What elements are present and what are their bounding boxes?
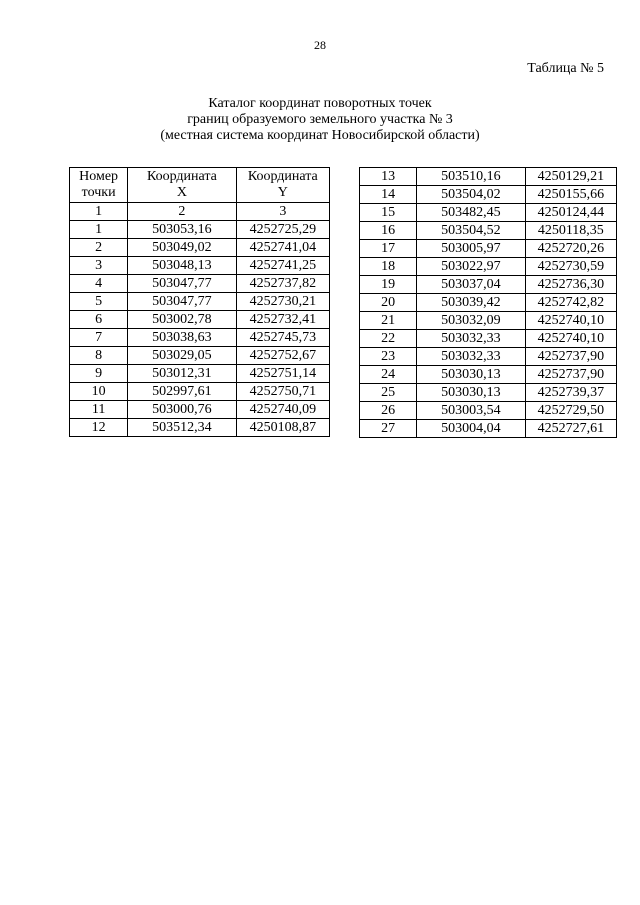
coordinate-y-cell: 4252737,90 xyxy=(525,348,616,366)
point-number-cell: 8 xyxy=(70,347,128,365)
table-row xyxy=(70,383,330,401)
coordinate-y-cell: 4252736,30 xyxy=(525,276,616,294)
coordinate-x-cell: 503504,52 xyxy=(417,222,525,240)
table-row xyxy=(360,168,617,186)
table-row xyxy=(70,221,330,239)
coordinate-y-cell: 4252739,37 xyxy=(525,384,616,402)
coordinate-y-cell: 4252741,25 xyxy=(236,257,329,275)
point-number-cell: 16 xyxy=(360,222,417,240)
header-coordinate-y-line1: Координата xyxy=(247,169,318,184)
coordinate-x-cell: 503029,05 xyxy=(128,347,236,365)
table-row xyxy=(360,312,617,330)
table-row xyxy=(360,384,617,402)
coordinate-y-cell: 4252737,82 xyxy=(236,275,329,293)
coordinate-y-cell: 4250124,44 xyxy=(525,204,616,222)
right-table-body xyxy=(360,168,617,438)
page-number: 28 xyxy=(314,38,326,52)
coordinate-y-cell: 4250118,35 xyxy=(525,222,616,240)
point-number-cell: 21 xyxy=(360,312,417,330)
table-index-row xyxy=(70,203,330,221)
coordinate-x-cell: 503039,42 xyxy=(417,294,525,312)
table-row xyxy=(360,420,617,438)
coordinate-y-cell: 4252737,90 xyxy=(525,366,616,384)
coordinate-x-cell: 503030,13 xyxy=(417,384,525,402)
point-number-cell: 15 xyxy=(360,204,417,222)
table-row xyxy=(360,276,617,294)
coordinate-x-cell: 503003,54 xyxy=(417,402,525,420)
table-row xyxy=(360,258,617,276)
point-number-cell: 25 xyxy=(360,384,417,402)
coordinate-y-cell: 4252727,61 xyxy=(525,420,616,438)
header-coordinate-x-line2: X xyxy=(176,185,187,200)
point-number-cell: 23 xyxy=(360,348,417,366)
point-number-cell: 24 xyxy=(360,366,417,384)
coordinate-y-cell: 4250129,21 xyxy=(525,168,616,186)
coordinate-y-cell: 4252745,73 xyxy=(236,329,329,347)
table-row xyxy=(360,204,617,222)
coordinate-x-cell: 503512,34 xyxy=(128,419,236,437)
coordinate-y-cell: 4252752,67 xyxy=(236,347,329,365)
coordinate-y-cell: 4252742,82 xyxy=(525,294,616,312)
coordinate-x-cell: 503047,77 xyxy=(128,293,236,311)
coordinate-x-cell: 503000,76 xyxy=(128,401,236,419)
coordinate-x-cell: 503482,45 xyxy=(417,204,525,222)
point-number-cell: 14 xyxy=(360,186,417,204)
caption-line-3: (местная система координат Новосибирской области) xyxy=(160,128,480,143)
coordinate-x-cell: 503030,13 xyxy=(417,366,525,384)
coordinate-y-cell: 4252732,41 xyxy=(236,311,329,329)
table-row xyxy=(360,402,617,420)
coordinate-y-cell: 4252730,21 xyxy=(236,293,329,311)
table-header-row xyxy=(70,168,330,203)
table-row xyxy=(360,294,617,312)
table-row xyxy=(360,186,617,204)
coordinate-y-cell: 4252751,14 xyxy=(236,365,329,383)
coordinate-y-cell: 4252741,04 xyxy=(236,239,329,257)
table-row xyxy=(360,330,617,348)
table-row xyxy=(70,239,330,257)
table-row xyxy=(70,311,330,329)
coordinate-y-cell: 4252725,29 xyxy=(236,221,329,239)
coordinate-x-cell: 503032,33 xyxy=(417,348,525,366)
coordinate-y-cell: 4252720,26 xyxy=(525,240,616,258)
header-coordinate-y-line2: Y xyxy=(277,185,288,200)
coordinate-y-cell: 4252740,09 xyxy=(236,401,329,419)
point-number-cell: 7 xyxy=(70,329,128,347)
table-row xyxy=(360,366,617,384)
caption-line-1: Каталог координат поворотных точек xyxy=(208,96,432,111)
table-row xyxy=(70,329,330,347)
index-cell: 3 xyxy=(236,203,329,221)
table-row xyxy=(360,222,617,240)
point-number-cell: 12 xyxy=(70,419,128,437)
point-number-cell: 3 xyxy=(70,257,128,275)
table-row xyxy=(360,240,617,258)
point-number-cell: 1 xyxy=(70,221,128,239)
coordinate-x-cell: 503032,33 xyxy=(417,330,525,348)
index-cell: 2 xyxy=(128,203,236,221)
coordinate-y-cell: 4252729,50 xyxy=(525,402,616,420)
coordinate-x-cell: 503047,77 xyxy=(128,275,236,293)
table-row xyxy=(70,347,330,365)
coordinate-x-cell: 503053,16 xyxy=(128,221,236,239)
table-row xyxy=(70,401,330,419)
point-number-cell: 11 xyxy=(70,401,128,419)
table-label: Таблица № 5 xyxy=(527,61,604,76)
point-number-cell: 18 xyxy=(360,258,417,276)
coordinate-x-cell: 503005,97 xyxy=(417,240,525,258)
coordinate-x-cell: 503049,02 xyxy=(128,239,236,257)
coordinate-x-cell: 503032,09 xyxy=(417,312,525,330)
catalog-caption xyxy=(0,96,640,144)
table-row xyxy=(70,293,330,311)
point-number-cell: 22 xyxy=(360,330,417,348)
coordinate-x-cell: 503012,31 xyxy=(128,365,236,383)
point-number-cell: 4 xyxy=(70,275,128,293)
header-point-number-line2: точки xyxy=(81,185,116,200)
point-number-cell: 2 xyxy=(70,239,128,257)
coordinate-y-cell: 4250155,66 xyxy=(525,186,616,204)
header-coordinate-y xyxy=(236,168,329,203)
header-coordinate-x-line1: Координата xyxy=(146,169,217,184)
coordinate-y-cell: 4252750,71 xyxy=(236,383,329,401)
coordinate-x-cell: 503504,02 xyxy=(417,186,525,204)
coordinate-x-cell: 503038,63 xyxy=(128,329,236,347)
coordinates-table-left xyxy=(69,167,330,437)
table-row xyxy=(70,419,330,437)
coordinate-y-cell: 4252740,10 xyxy=(525,330,616,348)
coordinate-x-cell: 503048,13 xyxy=(128,257,236,275)
coordinate-y-cell: 4252740,10 xyxy=(525,312,616,330)
coordinate-x-cell: 503510,16 xyxy=(417,168,525,186)
coordinate-y-cell: 4252730,59 xyxy=(525,258,616,276)
table-row xyxy=(70,275,330,293)
table-row xyxy=(360,348,617,366)
point-number-cell: 9 xyxy=(70,365,128,383)
left-table-body xyxy=(70,221,330,437)
caption-line-2: границ образуемого земельного участка № 3 xyxy=(187,112,453,127)
coordinates-table-right xyxy=(359,167,617,438)
point-number-cell: 19 xyxy=(360,276,417,294)
point-number-cell: 20 xyxy=(360,294,417,312)
point-number-cell: 5 xyxy=(70,293,128,311)
header-point-number xyxy=(70,168,128,203)
point-number-cell: 27 xyxy=(360,420,417,438)
table-row xyxy=(70,257,330,275)
index-cell: 1 xyxy=(70,203,128,221)
coordinate-x-cell: 503004,04 xyxy=(417,420,525,438)
point-number-cell: 13 xyxy=(360,168,417,186)
coordinate-x-cell: 503002,78 xyxy=(128,311,236,329)
coordinate-y-cell: 4250108,87 xyxy=(236,419,329,437)
coordinate-x-cell: 502997,61 xyxy=(128,383,236,401)
coordinate-x-cell: 503037,04 xyxy=(417,276,525,294)
point-number-cell: 6 xyxy=(70,311,128,329)
table-row xyxy=(70,365,330,383)
coordinate-x-cell: 503022,97 xyxy=(417,258,525,276)
point-number-cell: 10 xyxy=(70,383,128,401)
header-coordinate-x xyxy=(128,168,236,203)
point-number-cell: 17 xyxy=(360,240,417,258)
point-number-cell: 26 xyxy=(360,402,417,420)
header-point-number-line1: Номер xyxy=(79,169,119,184)
